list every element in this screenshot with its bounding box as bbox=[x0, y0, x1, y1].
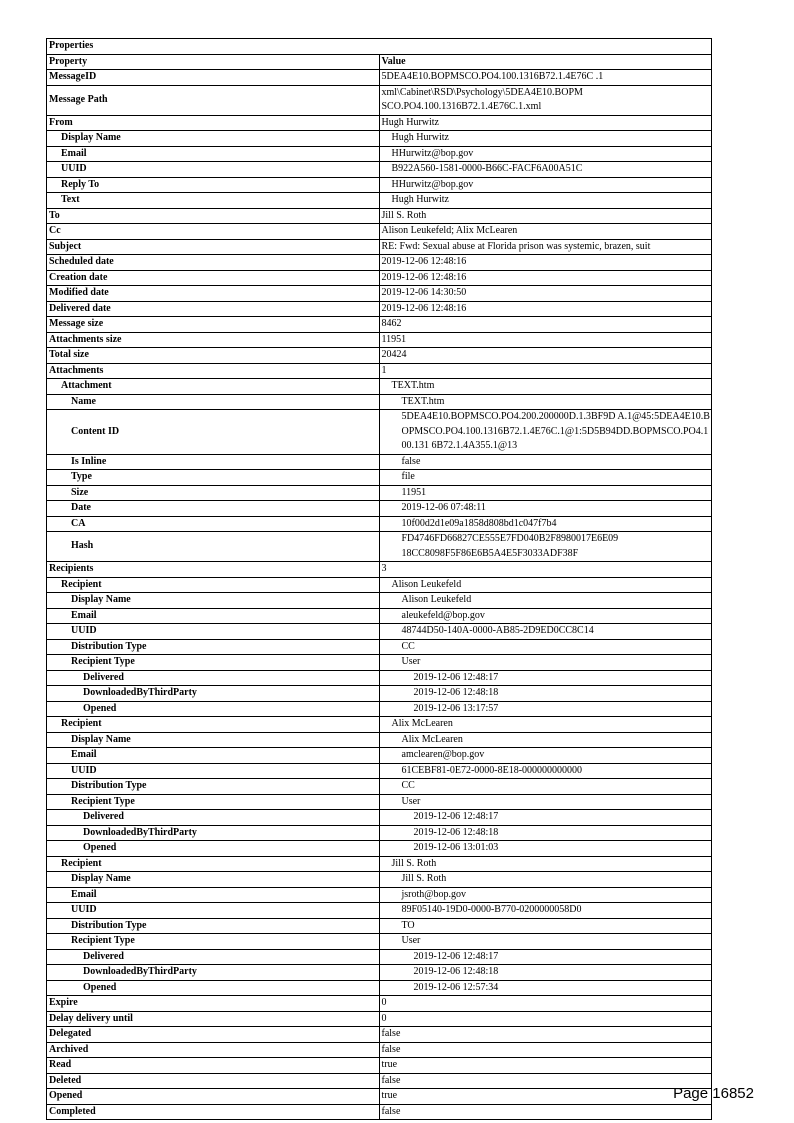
property-row bbox=[47, 903, 712, 919]
property-name: Delivered bbox=[47, 810, 380, 826]
property-name: Display Name bbox=[47, 732, 380, 748]
property-name: Recipient Type bbox=[47, 934, 380, 950]
property-value: 2019-12-06 12:57:34 bbox=[379, 980, 712, 996]
property-value: Alison Leukefeld bbox=[379, 593, 712, 609]
property-value: 2019-12-06 07:48:11 bbox=[379, 501, 712, 517]
property-row bbox=[47, 270, 712, 286]
property-name: Attachments size bbox=[47, 332, 380, 348]
property-name: Delay delivery until bbox=[47, 1011, 380, 1027]
property-row bbox=[47, 301, 712, 317]
properties-table-body bbox=[47, 39, 712, 1120]
property-row bbox=[47, 608, 712, 624]
property-value: Jill S. Roth bbox=[379, 872, 712, 888]
property-name: DownloadedByThirdParty bbox=[47, 686, 380, 702]
property-value: 2019-12-06 14:30:50 bbox=[379, 286, 712, 302]
property-row bbox=[47, 670, 712, 686]
property-row bbox=[47, 317, 712, 333]
property-row bbox=[47, 146, 712, 162]
property-name: Expire bbox=[47, 996, 380, 1012]
property-name: Hash bbox=[47, 532, 380, 562]
property-name: Message Path bbox=[47, 85, 380, 115]
property-value: User bbox=[379, 794, 712, 810]
property-name: From bbox=[47, 115, 380, 131]
property-value: aleukefeld@bop.gov bbox=[379, 608, 712, 624]
property-value: 11951 bbox=[379, 485, 712, 501]
property-value: 2019-12-06 12:48:16 bbox=[379, 255, 712, 271]
property-value: 2019-12-06 12:48:16 bbox=[379, 301, 712, 317]
property-name: Recipients bbox=[47, 562, 380, 578]
property-row bbox=[47, 131, 712, 147]
property-row bbox=[47, 224, 712, 240]
property-row bbox=[47, 332, 712, 348]
property-value: 2019-12-06 12:48:18 bbox=[379, 825, 712, 841]
property-value: CC bbox=[379, 639, 712, 655]
property-row bbox=[47, 516, 712, 532]
table-title: Properties bbox=[47, 39, 712, 55]
property-value: false bbox=[379, 1104, 712, 1120]
property-row bbox=[47, 779, 712, 795]
property-row bbox=[47, 593, 712, 609]
property-value: 2019-12-06 12:48:17 bbox=[379, 949, 712, 965]
property-value: 5DEA4E10.BOPMSCO.PO4.200.200000D.1.3BF9D A.1@45:5DEA4E10.BOPMSCO.PO4.100.1316B72.1.4E76C.1@1:5D5B94DD.BOPMSCO.PO4.100.131 6B72.1.4A355.1@13 bbox=[379, 410, 712, 455]
property-value: 2019-12-06 13:17:57 bbox=[379, 701, 712, 717]
property-value: 11951 bbox=[379, 332, 712, 348]
property-value: User bbox=[379, 934, 712, 950]
property-row bbox=[47, 1104, 712, 1120]
property-row bbox=[47, 577, 712, 593]
property-row bbox=[47, 1058, 712, 1074]
property-row bbox=[47, 470, 712, 486]
property-value: 0 bbox=[379, 996, 712, 1012]
property-name: Email bbox=[47, 146, 380, 162]
property-value: 8462 bbox=[379, 317, 712, 333]
property-value: 48744D50-140A-0000-AB85-2D9ED0CC8C14 bbox=[379, 624, 712, 640]
property-value: 10f00d2d1e09a1858d808bd1c047f7b4 bbox=[379, 516, 712, 532]
property-row bbox=[47, 363, 712, 379]
property-value: false bbox=[379, 454, 712, 470]
property-value: 2019-12-06 12:48:18 bbox=[379, 965, 712, 981]
property-row bbox=[47, 239, 712, 255]
property-name: DownloadedByThirdParty bbox=[47, 965, 380, 981]
property-value: RE: Fwd: Sexual abuse at Florida prison was systemic, brazen, suit bbox=[379, 239, 712, 255]
property-name: Cc bbox=[47, 224, 380, 240]
header-property: Property bbox=[47, 54, 380, 70]
property-name: Type bbox=[47, 470, 380, 486]
property-row bbox=[47, 1011, 712, 1027]
property-name: Display Name bbox=[47, 872, 380, 888]
property-value: Alison Leukefeld; Alix McLearen bbox=[379, 224, 712, 240]
property-row bbox=[47, 485, 712, 501]
property-value: 2019-12-06 13:01:03 bbox=[379, 841, 712, 857]
property-row bbox=[47, 763, 712, 779]
property-name: UUID bbox=[47, 763, 380, 779]
property-value: TEXT.htm bbox=[379, 394, 712, 410]
property-name: Message size bbox=[47, 317, 380, 333]
property-value: Hugh Hurwitz bbox=[379, 193, 712, 209]
property-name: DownloadedByThirdParty bbox=[47, 825, 380, 841]
property-name: MessageID bbox=[47, 70, 380, 86]
property-name: Email bbox=[47, 748, 380, 764]
property-name: Delivered bbox=[47, 949, 380, 965]
property-name: Recipient Type bbox=[47, 794, 380, 810]
property-value: 3 bbox=[379, 562, 712, 578]
table-title-row bbox=[47, 39, 712, 55]
page-number: Page 16852 bbox=[673, 1085, 754, 1102]
property-value: FD4746FD66827CE555E7FD040B2F8980017E6E09 18CC8098F5F86E6B5A4E5F3033ADF38F bbox=[379, 532, 712, 562]
property-value: 2019-12-06 12:48:16 bbox=[379, 270, 712, 286]
property-value: 1 bbox=[379, 363, 712, 379]
property-name: Distribution Type bbox=[47, 918, 380, 934]
property-row bbox=[47, 717, 712, 733]
property-row bbox=[47, 686, 712, 702]
property-name: Read bbox=[47, 1058, 380, 1074]
property-name: Creation date bbox=[47, 270, 380, 286]
property-row bbox=[47, 934, 712, 950]
property-row bbox=[47, 410, 712, 455]
property-value: 20424 bbox=[379, 348, 712, 364]
property-name: Modified date bbox=[47, 286, 380, 302]
property-name: Delivered date bbox=[47, 301, 380, 317]
property-row bbox=[47, 701, 712, 717]
property-name: Distribution Type bbox=[47, 639, 380, 655]
property-row bbox=[47, 624, 712, 640]
property-name: Deleted bbox=[47, 1073, 380, 1089]
property-name: Archived bbox=[47, 1042, 380, 1058]
property-value: Hugh Hurwitz bbox=[379, 115, 712, 131]
property-name: Display Name bbox=[47, 131, 380, 147]
property-value: HHurwitz@bop.gov bbox=[379, 177, 712, 193]
property-name: UUID bbox=[47, 624, 380, 640]
property-name: Attachments bbox=[47, 363, 380, 379]
property-value: 0 bbox=[379, 1011, 712, 1027]
properties-table bbox=[46, 38, 712, 1120]
property-name: Recipient Type bbox=[47, 655, 380, 671]
property-name: Opened bbox=[47, 980, 380, 996]
property-value: TEXT.htm bbox=[379, 379, 712, 395]
property-row bbox=[47, 841, 712, 857]
property-row bbox=[47, 639, 712, 655]
property-value: 2019-12-06 12:48:18 bbox=[379, 686, 712, 702]
property-value: 5DEA4E10.BOPMSCO.PO4.100.1316B72.1.4E76C .1 bbox=[379, 70, 712, 86]
property-value: Jill S. Roth bbox=[379, 856, 712, 872]
property-name: Opened bbox=[47, 841, 380, 857]
property-row bbox=[47, 856, 712, 872]
property-row bbox=[47, 825, 712, 841]
property-name: Text bbox=[47, 193, 380, 209]
property-row bbox=[47, 949, 712, 965]
property-name: Completed bbox=[47, 1104, 380, 1120]
property-value: jsroth@bop.gov bbox=[379, 887, 712, 903]
property-name: Scheduled date bbox=[47, 255, 380, 271]
property-value: B922A560-1581-0000-B66C-FACF6A00A51C bbox=[379, 162, 712, 178]
property-value: HHurwitz@bop.gov bbox=[379, 146, 712, 162]
property-name: UUID bbox=[47, 162, 380, 178]
property-value: Alison Leukefeld bbox=[379, 577, 712, 593]
property-row bbox=[47, 70, 712, 86]
property-value: xml\Cabinet\RSD\Psychology\5DEA4E10.BOPM SCO.PO4.100.1316B72.1.4E76C.1.xml bbox=[379, 85, 712, 115]
property-row bbox=[47, 162, 712, 178]
property-value: User bbox=[379, 655, 712, 671]
property-name: Name bbox=[47, 394, 380, 410]
property-value: Alix McLearen bbox=[379, 732, 712, 748]
property-value: 2019-12-06 12:48:17 bbox=[379, 810, 712, 826]
property-row bbox=[47, 732, 712, 748]
property-row bbox=[47, 655, 712, 671]
property-value: file bbox=[379, 470, 712, 486]
property-value: 2019-12-06 12:48:17 bbox=[379, 670, 712, 686]
property-row bbox=[47, 1042, 712, 1058]
property-name: Recipient bbox=[47, 856, 380, 872]
property-row bbox=[47, 980, 712, 996]
property-name: To bbox=[47, 208, 380, 224]
property-name: Recipient bbox=[47, 577, 380, 593]
property-row bbox=[47, 501, 712, 517]
property-value: amclearen@bop.gov bbox=[379, 748, 712, 764]
property-row bbox=[47, 394, 712, 410]
property-value: Alix McLearen bbox=[379, 717, 712, 733]
property-name: Email bbox=[47, 887, 380, 903]
property-row bbox=[47, 965, 712, 981]
property-name: Opened bbox=[47, 1089, 380, 1105]
property-row bbox=[47, 810, 712, 826]
property-row bbox=[47, 1027, 712, 1043]
property-row bbox=[47, 918, 712, 934]
property-value: false bbox=[379, 1042, 712, 1058]
property-name: CA bbox=[47, 516, 380, 532]
property-row bbox=[47, 996, 712, 1012]
property-value: false bbox=[379, 1073, 712, 1089]
property-row bbox=[47, 193, 712, 209]
property-row bbox=[47, 115, 712, 131]
property-name: Recipient bbox=[47, 717, 380, 733]
property-row bbox=[47, 208, 712, 224]
property-name: Reply To bbox=[47, 177, 380, 193]
property-row bbox=[47, 794, 712, 810]
property-row bbox=[47, 255, 712, 271]
property-value: CC bbox=[379, 779, 712, 795]
property-row bbox=[47, 286, 712, 302]
property-name: Content ID bbox=[47, 410, 380, 455]
property-name: UUID bbox=[47, 903, 380, 919]
property-value: 61CEBF81-0E72-0000-8E18-000000000000 bbox=[379, 763, 712, 779]
property-value: true bbox=[379, 1089, 712, 1105]
property-name: Date bbox=[47, 501, 380, 517]
property-name: Delegated bbox=[47, 1027, 380, 1043]
property-value: Jill S. Roth bbox=[379, 208, 712, 224]
property-row bbox=[47, 177, 712, 193]
table-header-row bbox=[47, 54, 712, 70]
property-name: Opened bbox=[47, 701, 380, 717]
property-row bbox=[47, 85, 712, 115]
property-row bbox=[47, 562, 712, 578]
property-row bbox=[47, 348, 712, 364]
property-row bbox=[47, 379, 712, 395]
property-row bbox=[47, 1089, 712, 1105]
property-value: true bbox=[379, 1058, 712, 1074]
property-row bbox=[47, 872, 712, 888]
property-value: TO bbox=[379, 918, 712, 934]
property-value: Hugh Hurwitz bbox=[379, 131, 712, 147]
property-name: Distribution Type bbox=[47, 779, 380, 795]
property-name: Email bbox=[47, 608, 380, 624]
property-name: Total size bbox=[47, 348, 380, 364]
property-name: Size bbox=[47, 485, 380, 501]
property-row bbox=[47, 887, 712, 903]
property-value: false bbox=[379, 1027, 712, 1043]
property-row bbox=[47, 748, 712, 764]
property-value: 89F05140-19D0-0000-B770-0200000058D0 bbox=[379, 903, 712, 919]
property-row bbox=[47, 532, 712, 562]
property-name: Delivered bbox=[47, 670, 380, 686]
property-row bbox=[47, 454, 712, 470]
property-row bbox=[47, 1073, 712, 1089]
header-value: Value bbox=[379, 54, 712, 70]
property-name: Display Name bbox=[47, 593, 380, 609]
property-name: Is Inline bbox=[47, 454, 380, 470]
property-name: Subject bbox=[47, 239, 380, 255]
property-name: Attachment bbox=[47, 379, 380, 395]
